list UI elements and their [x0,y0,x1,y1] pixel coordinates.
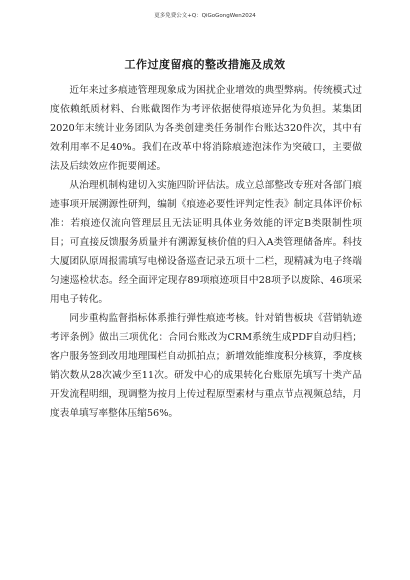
paragraph: 近年来过多痕迹管理现象成为困扰企业增效的典型弊病。传统模式过度依赖纸质材料、台账截图作为考评依据使得痕迹异化为负担。某集团2020年末统计业务团队为各类创建类任务制作台账达320件次，其中有效利用率不足40%。我们在改革中将消除痕迹泡沫作为突破口，主要做法及后续效应作扼要阐述。 [50,85,362,172]
document-title: 工作过度留痕的整改措施及成效 [124,58,286,71]
paragraph: 从治理机制构建切入实施四阶评估法。成立总部整改专班对各部门痕迹事项开展溯源性研判，编制《痕迹必要性评判定性表》制定具体评价标准：若痕迹仅流向管理层且无法证明具体业务效能的评定B类限制性项目；可直接反馈服务质量并有溯源复核价值的归入A类管理储备库。科技大厦团队原周报需填写电梯设备巡查记录五项十二栏，现精减为电子终端匀速巡检状态。经全面评定现存89项痕迹项目中28项予以废除、46项采用电子转化。 [50,180,362,305]
document-body [50,82,362,424]
paragraph: 同步重构监督指标体系推行弹性痕迹考核。针对销售板块《营销轨迹考评条例》做出三项优化：合同台账改为CRM系统生成PDF自动归档；客户服务签到改用地理围栏自动抓拍点；新增效能维度积分核算，季度核销次数从28次减少至11次。研发中心的成果转化台账原先填写十类产品开发流程明细，现调整为按月上传过程原型素材与重点节点视频总结，月度表单填写率整体压缩56%。 [50,313,362,419]
header-note: 更多免费公文+Q：QiGoGongWen2024 [154,13,256,19]
